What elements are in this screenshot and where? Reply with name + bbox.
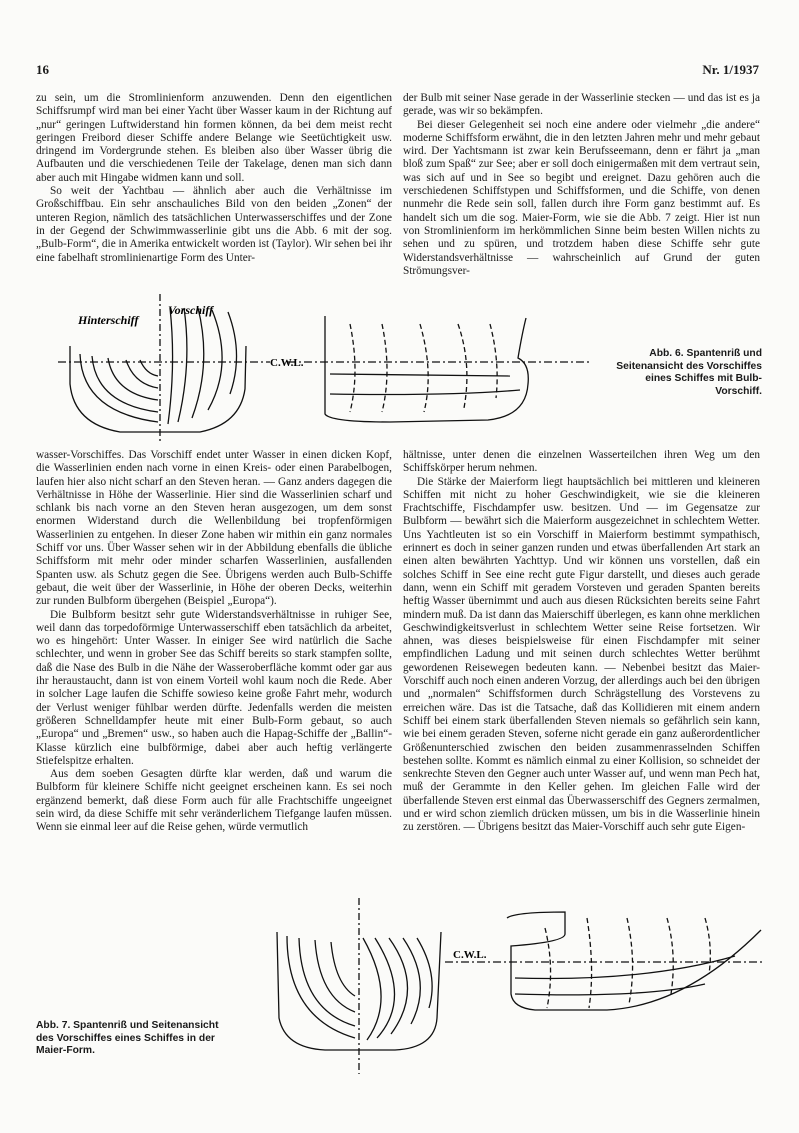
text-column-mid-right	[403, 449, 760, 835]
waterline-label: C.W.L.	[453, 949, 487, 961]
paragraph: So weit der Yachtbau — ähnlich aber auch die Verhältnisse im Großschiffbau. Ein sehr anschauliches Bild von den beiden „Zonen“ der unteren Region, nämlich des tatsächlichen Unterwasserschiffes und der Zone in der Gegend der Schwimmwasserlinie gibt uns die Abb. 6 mit der sog. „Bulb-Form“, die in Amerika entwickelt worden ist (Taylor). Wir sehen bei ihr eine fabelhaft stromlinienartige Form des Unter-	[36, 185, 392, 264]
stern-label: Hinterschiff	[78, 313, 139, 327]
text-column-top-right	[403, 92, 760, 278]
paragraph: hältnisse, unter denen die einzelnen Wasserteilchen ihren Weg um den Schiffskörper herum nehmen.	[403, 449, 760, 475]
paragraph: Die Bulbform besitzt sehr gute Widerstandsverhältnisse in ruhiger See, weil dann das torpedoförmige Unterwasserschiff eben tatsächlich da arbeitet, wo es hingehört: Unter Wasser. In einiger See wird natürlich die Sache schlechter, und wenn in grober See das Schiff bereits so stark stampfen sollte, daß die Nase des Bulb in die Nähe der Wasseroberfläche kommt oder gar aus ihr heraustaucht, dann ist von einem Vorteil wohl kaum noch die Rede. Aber in solcher Lage laufen die Schiffe sowieso keine große Fahrt mehr, wodurch der Verlust weniger fühlbar werden dürfte. Jedenfalls werden die meisten größeren Schnelldampfer heute mit einer Bulb-Form gebaut, so auch „Europa“ und „Bremen“ usw., so haben auch die Hapag-Schiffe der „Ballin“-Klasse kürzlich eine bulbförmige, dabei aber auch heftig verlängerte Stiefelspitze erhalten.	[36, 608, 392, 767]
page-number: 16	[36, 62, 49, 77]
issue-number: Nr. 1/1937	[702, 62, 759, 77]
bow-label: Vorschiff	[168, 303, 214, 317]
paragraph: Aus dem soeben Gesagten dürfte klar werden, daß und warum die Bulbform für kleinere Schiffe nicht geeignet erscheinen kann. Es sei noch ergänzend bemerkt, daß diese Form auch für alle Frachtschiffe ungeeignet sein wird, da diese Schiffe mit sehr veränderlichem Tiefgange laufen müssen. Wenn sie einmal leer auf die Reise gehen, würde vermutlich	[36, 768, 392, 834]
figure-6-drawing	[30, 294, 600, 444]
text-column-mid-left	[36, 449, 392, 835]
waterline-label: C.W.L.	[270, 357, 304, 369]
paragraph: wasser-Vorschiffes. Das Vorschiff endet unter Wasser in einen dicken Kopf, die Wasserlinien enden nach vorne in einen Kreis- oder einen Parabelbogen, laufen hier also nicht scharf an den Steven heran. — Ganz anders dagegen die Verhältnisse in Höhe der Wasserlinie. Hier sind die Wasserlinien scharf und schlank bis nach vorne an den Steven heran ausgezogen, um dem sonst enormen Widerstand durch die Wellenbildung bei tropfenförmigen Wasserlinien zu entgehen. In dieser Zone haben wir mithin ein ganz normales Schiff vor uns. Über Wasser sehen wir in der Abbildung ebenfalls die übliche Schiffsform mit mehr oder minder scharfen Wasserlinien, ausfallenden Spanten usw. als Schutz gegen die See. Übrigens werden auch Bulb-Schiffe gebaut, die weit über der Wasserlinie, in Höhe der oberen Decks, weiterhin zur runden Bulbform übergehen (Beispiel „Europa“).	[36, 449, 392, 608]
paragraph: Die Stärke der Maierform liegt hauptsächlich bei mittleren und kleineren Schiffen mit nicht zu hoher Geschwindigkeit, wie sie die kleineren Frachtschiffe, Fischdampfer usw. besitzen. Und — im Gegensatze zur Bulbform — bewährt sich die Maierform ausgezeichnet in schlechtem Wetter. Uns Yachtleuten ist so ein Vorschiff in Maierform bestimmt sympathisch, erinnert es doch in seiner ganzen runden und etwas überfallenden Art stark an einen alten bewährten Yachttyp. Und wir können uns vorstellen, daß ein solches Schiff in See eine recht gute Figur darstellt, und dieses auch gerade dann, wenn ein Schiff mit geradem Vorsteven und geraden Spanten bereits heftig Wasser übernimmt und auch aus diesen Rücksichten bereits seine Fahrt mindern muß. Da ist dann das Maierschiff überlegen, es kann ohne merklichen Geschwindigkeitsverlust in schlechtem Wetter seine Reise fortsetzen. Wir ahnen, was dieses beispielsweise für einen Fischdampfer mit seiner empfindlichen Ladung und mit seinen durch schlechtes Wetter berühmt gewordenen Reisewegen bedeuten kann. — Nebenbei besitzt das Maier-Vorschiff auch noch einen anderen Vorzug, der allerdings auch bei den übrigen und „normalen“ Schiffsformen durch Schrägstellung des Vorstevens zu erreichen wäre. Das ist die Tatsache, daß das Kollidieren mit einem andern Schiff bei einem stark überfallenden Steven niemals so gefährlich sein kann, wie bei einem geraden Steven, soferne nicht gerade ein ganz außerordentlicher Größenunterschied zwischen den beiden zusammenrasselnden Schiffen bestehen sollte. Kommt es nämlich einmal zu einer Kollision, so schneidet der senkrechte Steven den Gegner auch unter Wasser auf, und wenn man Pech hat, muß der Gerammte in den Keller gehen. Im gleichen Falle wird der überfallende Steven erst einmal das Überwasserschiff des Gegners zermalmen, und er wird schon ziemlich drücken müssen, um bis in die Wasserlinie hinein zu zerstören. — Übrigens besitzt das Maier-Vorschiff auch sehr gute Eigen-	[403, 475, 760, 834]
figure-7-caption: Abb. 7. Spantenriß und Seitenansicht des Vorschiffes eines Schiffes in der Maier-Form.	[36, 1020, 219, 1056]
paragraph: Bei dieser Gelegenheit sei noch eine andere oder vielmehr „die andere“ moderne Schiffsform erwähnt, die in den letzten Jahren mehr und mehr gebaut wird. Der Yachtsmann ist zwar kein Berufsseemann, denn er fährt ja „man bloß zum Spaß“ zur See; aber er soll doch einigermaßen mit dem vertraut sein, was sich auf und in See so begibt und ereignet. Dazu gehören auch die verschiedenen Schiffstypen und Schiffsformen, und die Schiffe, von denen nunmehr die Rede sein soll, fallen durch ihre Form ganz bestimmt auf. Es handelt sich um die sog. Maier-Form, wie sie die Abb. 7 zeigt. Hier ist nun von Stromlinienform im herkömmlichen Sinne beim besten Willen nichts zu sehen und zu spüren, und trotzdem haben diese Schiffe sehr gute Widerstandsverhältnisse — wahrscheinlich auf Grund der guten Strömungsver-	[403, 118, 760, 277]
text-column-top-left	[36, 92, 392, 265]
paragraph: der Bulb mit seiner Nase gerade in der Wasserlinie stecken — und das ist es ja gerade, was wir so bekämpfen.	[403, 92, 760, 118]
paragraph: zu sein, um die Stromlinienform anzuwenden. Denn den eigentlichen Schiffsrumpf wird man bei einer Yacht über Wasser kaum in der Richtung auf „nur“ geringen Luftwiderstand hin formen können, da bei dem meist recht geringen Freibord dieser Schiffe andere Belange wie Seetüchtigkeit usw. dringend im Vordergrunde stehen. Es bleiben also über Wasser übrig die Aufbauten und die verschiedenen Teile der Takelage, denen man sich dann aber auch mit Hingabe widmen kann und soll.	[36, 92, 392, 184]
figure-6-caption: Abb. 6. Spantenriß und Seitenansicht des Vorschiffes eines Schiffes mit Bulb-Vorschiff.	[616, 348, 762, 397]
figure-7-drawing	[265, 898, 765, 1074]
